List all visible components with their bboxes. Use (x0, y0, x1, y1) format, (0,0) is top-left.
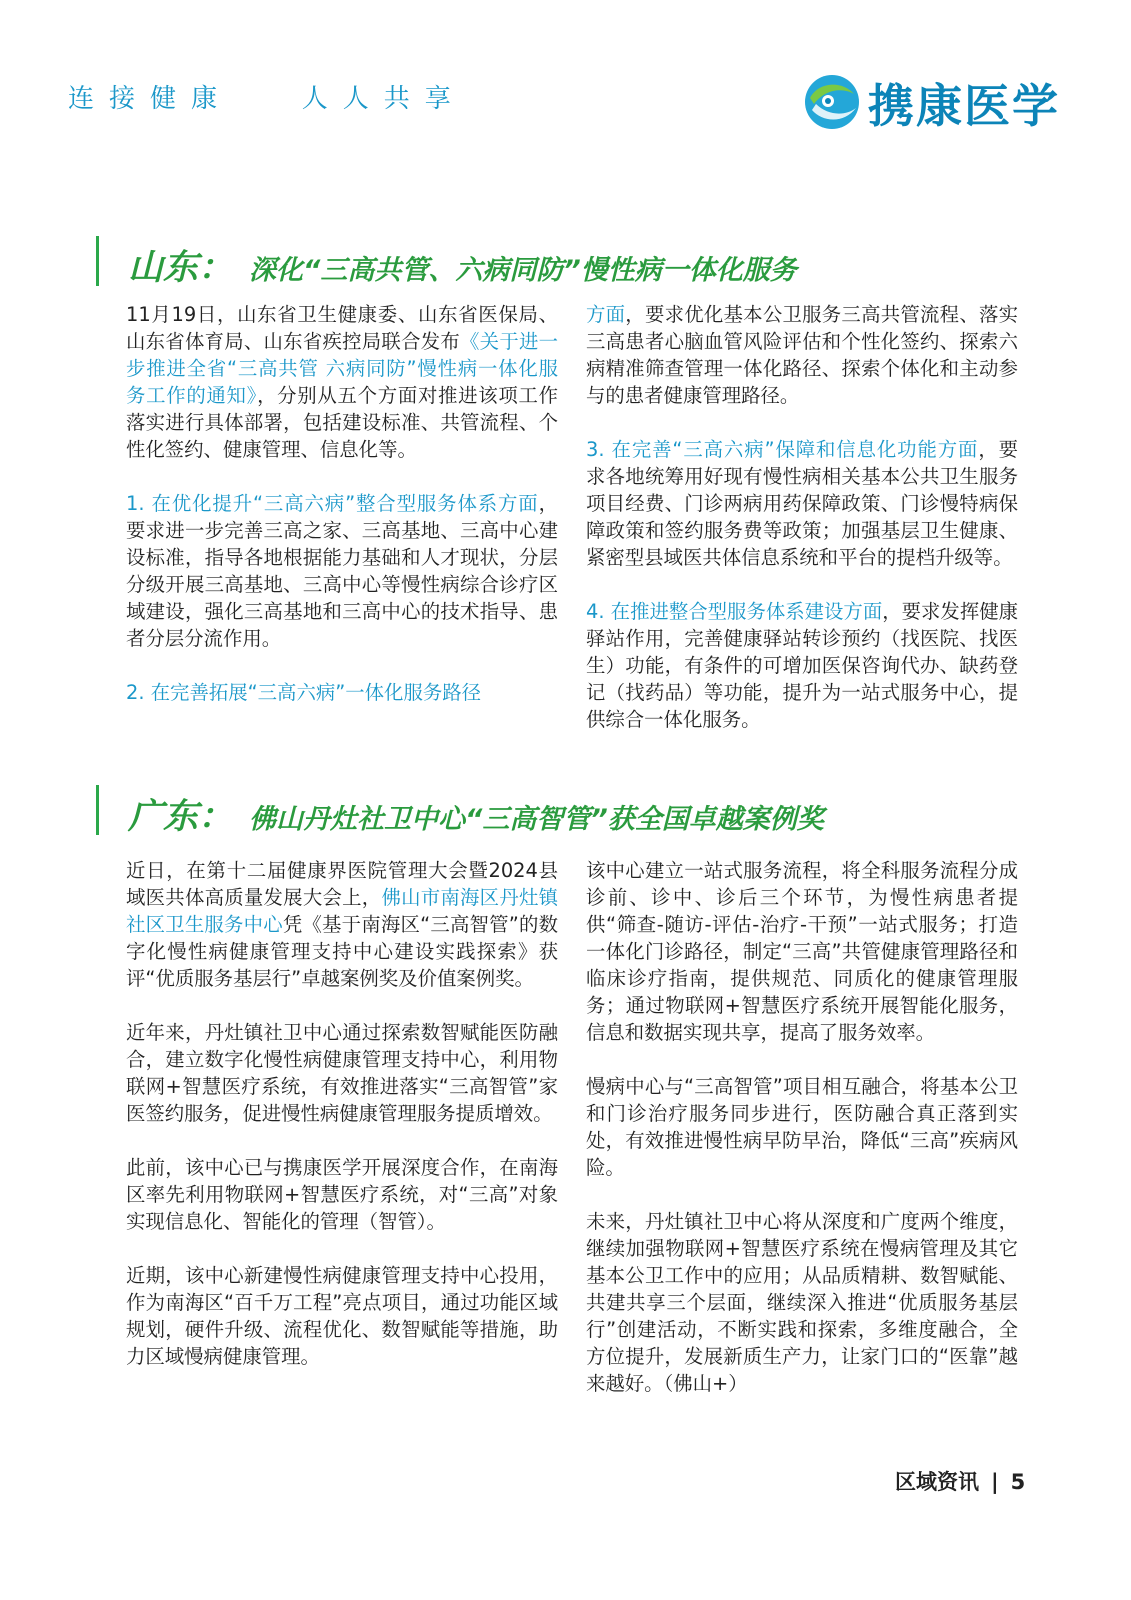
paragraph-text: ，要求各地统筹用好现有慢性病相关基本公共卫生服务项目经费、门诊两病用药保障政策、门诊慢特病保障政策和签约服务费等政策；加强基层卫生健康、紧密型县域医共体信息系统和平台的提档升级等。 (586, 438, 1018, 569)
paragraph-text: 近日，在第十二届健康界医院管理大会暨2024县域医共体高质量发展大会上， (126, 859, 558, 909)
paragraph (586, 301, 1018, 409)
paragraph: 近年来，丹灶镇社卫中心通过探索数智赋能医防融合，建立数字化慢性病健康管理支持中心，利用物联网+智慧医疗系统，有效推进落实“三高智管”家医签约服务，促进慢性病健康管理服务提质增效。 (126, 1021, 558, 1125)
point-heading: 方面 (586, 303, 626, 326)
section-subtitle: 佛山丹灶社卫中心“三高智管”获全国卓越案例奖 (249, 804, 824, 835)
paragraph (586, 598, 1018, 733)
notice-title-highlight: 《关于进一步推进全省“三高共管 六病同防”慢性病一体化服务工作的通知》 (126, 330, 559, 407)
paragraph: 慢病中心与“三高智管”项目相互融合，将基本公卫和门诊治疗服务同步进行，医防融合真正落到实处，有效推进慢性病早防早治，降低“三高”疾病风险。 (586, 1075, 1018, 1179)
paragraph-text: ，要求发挥健康驿站作用，完善健康驿站转诊预约（找医院、找医生）功能，有条件的可增加医保咨询代办、缺药登记（找药品）等功能，提升为一站式服务中心，提供综合一体化服务。 (586, 600, 1019, 731)
footer-section-label: 区域资讯 (895, 1470, 979, 1494)
guangdong-left-column (126, 857, 558, 1370)
point-heading: 4. 在推进整合型服务体系建设方面 (586, 600, 883, 623)
section-marker (96, 236, 99, 286)
header-slogan: 连接健康 人人共享 (68, 84, 466, 114)
paragraph-text: ，要求优化基本公卫服务三高共管流程、落实三高患者心脑血管风险评估和个性化签约、探索六病精准筛查管理一体化路径、探索个体化和主动参与的患者健康管理路径。 (586, 303, 1018, 407)
footer-separator: | (991, 1470, 999, 1494)
paragraph (586, 436, 1018, 571)
section-region: 广东： (128, 797, 234, 837)
section-title-shandong (128, 240, 797, 290)
section-marker (96, 785, 99, 835)
section-region: 山东： (128, 248, 234, 288)
page-footer (895, 1466, 1025, 1496)
paragraph: 近期，该中心新建慢性病健康管理支持中心投用，作为南海区“百千万工程”亮点项目，通过功能区域规划，硬件升级、流程优化、数智赋能等措施，助力区域慢病健康管理。 (126, 1264, 558, 1368)
paragraph-text: ，分别从五个方面对推进该项工作落实进行具体部署，包括建设标准、共管流程、个性化签约、健康管理、信息化等。 (126, 384, 558, 461)
point-heading: 3. 在完善“三高六病”保障和信息化功能方面 (586, 438, 979, 461)
point-heading: 2. 在完善拓展“三高六病”一体化服务路径 (126, 681, 482, 704)
point-heading: 1. 在优化提升“三高六病”整合型服务体系方面 (126, 492, 539, 515)
paragraph-text: ，要求进一步完善三高之家、三高基地、三高中心建设标准，指导各地根据能力基础和人才现状，分层分级开展三高基地、三高中心等慢性病综合诊疗区域建设，强化三高基地和三高中心的技术指导、患者分层分流作用。 (126, 492, 558, 650)
paragraph (126, 490, 558, 652)
paragraph-text: 凭《基于南海区“三高智管”的数字化慢性病健康管理支持中心建设实践探索》获评“优质服务基层行”卓越案例奖及价值案例奖。 (126, 913, 559, 990)
paragraph (126, 301, 558, 463)
paragraph-text: 11月19日，山东省卫生健康委、山东省医保局、山东省体育局、山东省疾控局联合发布 (126, 303, 558, 353)
paragraph (126, 857, 558, 992)
guangdong-right-column (586, 857, 1018, 1397)
paragraph: 该中心建立一站式服务流程，将全科服务流程分成诊前、诊中、诊后三个环节，为慢性病患者提供“筛查-随访-评估-治疗-干预”一站式服务；打造一体化门诊路径，制定“三高”共管健康管理路径和临床诊疗指南，提供规范、同质化的健康管理服务；通过物联网+智慧医疗系统开展智能化服务，信息和数据实现共享，提高了服务效率。 (586, 859, 1018, 1044)
paragraph: 此前，该中心已与携康医学开展深度合作，在南海区率先利用物联网+智慧医疗系统，对“三高”对象实现信息化、智能化的管理（智管）。 (126, 1156, 558, 1233)
shandong-left-column (126, 301, 558, 706)
section-subtitle: 深化“三高共管、六病同防”慢性病一体化服务 (249, 255, 797, 286)
organization-highlight: 佛山市南海区丹灶镇社区卫生服务中心 (126, 886, 559, 936)
paragraph: 未来，丹灶镇社卫中心将从深度和广度两个维度，继续加强物联网+智慧医疗系统在慢病管理及其它基本公卫工作中的应用；从品质精耕、数智赋能、共建共享三个层面，继续深入推进“优质服务基层行”创建活动，不断实践和探索，多维度融合，全方位提升，发展新质生产力，让家门口的“医靠”越来越好。（佛山+） (586, 1210, 1018, 1395)
section-title-guangdong (128, 789, 824, 839)
logo-text: 携康医学 (868, 79, 1060, 133)
paragraph (126, 679, 558, 706)
shandong-right-column (586, 301, 1018, 733)
page-number: 5 (1010, 1470, 1026, 1494)
